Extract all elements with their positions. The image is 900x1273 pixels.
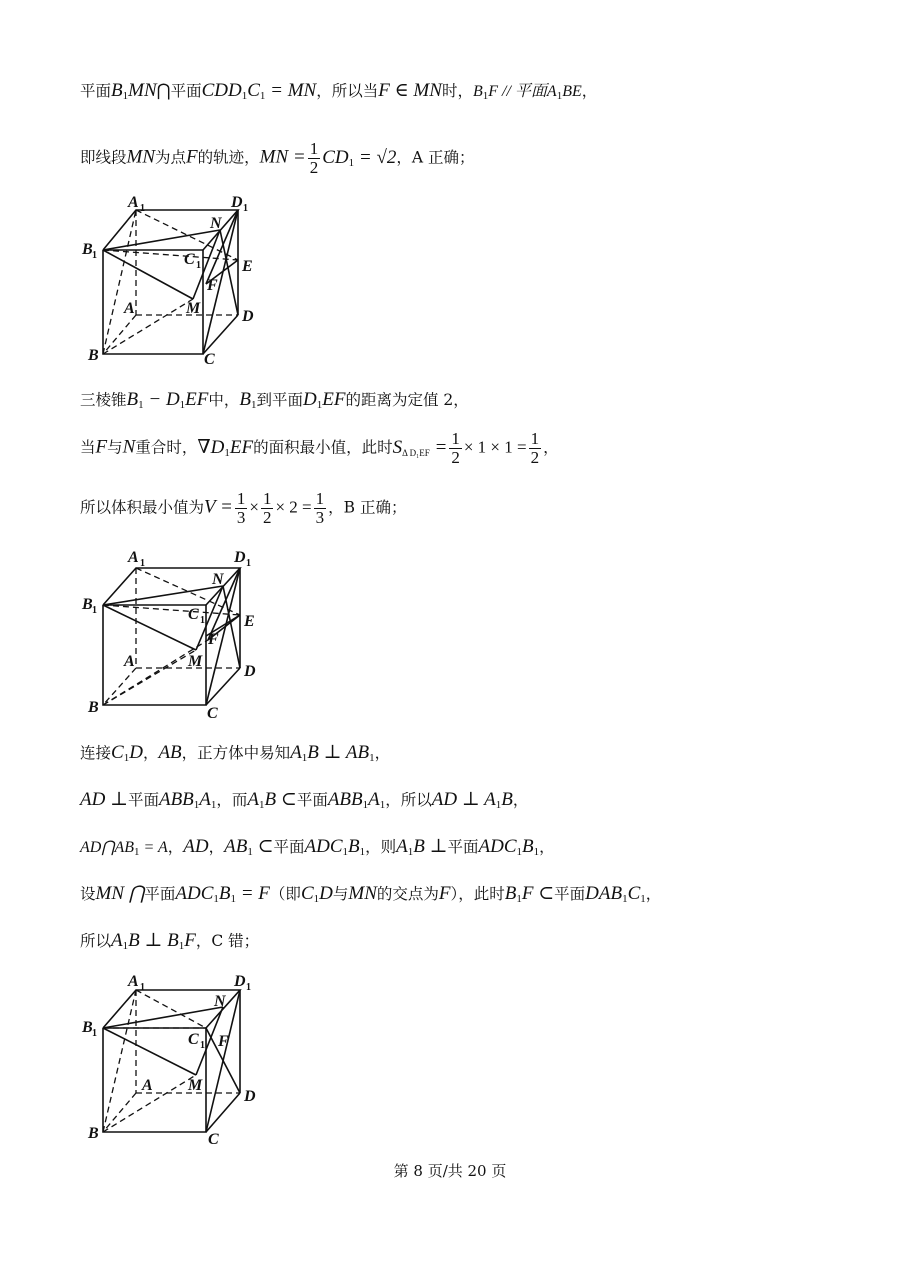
cube-figure-2 [78,540,278,720]
vertex-labels [81,194,254,368]
text-line-10: 所以$A_1B$ ⊥ $B_1F$，C 错； [80,930,260,952]
svg-text:E: E [242,258,253,275]
svg-text:C: C [207,705,218,720]
svg-text:C: C [208,1131,219,1148]
cube-edges [103,990,240,1132]
svg-text:1: 1 [140,982,145,993]
svg-text:A: A [128,549,139,566]
svg-text:M: M [188,1077,203,1094]
cube-figure-1 [78,192,278,372]
svg-text:D: D [242,308,254,325]
svg-text:B: B [88,699,99,716]
svg-text:A: A [128,194,139,211]
svg-text:D: D [231,194,243,211]
text-line-1: 平面$B_1MN⋂$平面$CDD_1C_1$ = MN，所以当F ∈ MN时，$B_1F$ // 平面$A_1BE$， [80,80,598,102]
svg-text:M: M [186,300,201,317]
svg-text:A: A [128,973,139,990]
svg-text:1: 1 [196,260,201,271]
cube-figure-3 [78,970,278,1150]
svg-text:1: 1 [92,1028,97,1039]
svg-text:1: 1 [92,605,97,616]
svg-text:1: 1 [200,615,205,626]
svg-text:N: N [210,215,222,232]
svg-text:A: A [124,653,135,670]
svg-text:D: D [234,973,246,990]
svg-text:1: 1 [140,558,145,569]
svg-text:N: N [214,993,226,1010]
svg-text:1: 1 [92,250,97,261]
text-line-9: 设MN ⋂平面$ADC_1B_1 = F$（即$C_1D$与MN的交点为F），此时$B_1F$ ⊂平面$DAB_1C_1$， [80,883,662,905]
svg-text:A: A [124,300,135,317]
svg-text:C: C [188,1031,199,1048]
svg-text:D: D [234,549,246,566]
text-line-5: 所以体积最小值为V = $\frac{1}{3}$ × $\frac{1}{2}$ × 2 = $\frac{1}{3}$ ，B 正确； [80,489,407,527]
svg-text:1: 1 [140,203,145,214]
svg-text:B: B [88,1125,99,1142]
construction-lines [103,568,240,705]
svg-text:B: B [82,241,93,258]
text-line-6: 连接$C_1D$，AB，正方体中易知$A_1B$ ⊥ $AB_1$， [80,742,391,764]
text-line-7: AD ⊥平面$ABB_1A_1$，而$A_1B$ ⊂平面$ABB_1A_1$，所以AD ⊥ $A_1B$， [80,789,529,811]
svg-text:F: F [207,277,218,294]
text-line-2: 即线段MN为点F的轨迹，MN = $\frac{1}{2}$ $CD_1 = √2$，A 正确； [80,139,475,177]
svg-text:D: D [244,1088,256,1105]
vertex-labels [81,549,256,720]
svg-text:N: N [212,571,224,588]
svg-text:C: C [204,351,215,368]
svg-text:B: B [88,347,99,364]
svg-text:F: F [218,1033,229,1050]
text-line-8: $AD⋂AB_1 = A$，AD，$AB_1$ ⊂平面$ADC_1B_1$，则$A_1B$ ⊥平面$ADC_1B_1$， [80,836,555,858]
svg-text:1: 1 [246,982,251,993]
construction-lines [103,990,240,1132]
svg-text:D: D [244,663,256,680]
text-line-3: 三棱锥$B_1 - D_1EF$中，$B_1$到平面$D_1EF$的距离为定值 2， [80,389,469,411]
svg-text:C: C [184,251,195,268]
svg-text:F: F [208,631,219,648]
svg-text:1: 1 [246,558,251,569]
page-footer: 第 8 页/共 20 页 [393,1162,507,1180]
svg-text:A: A [142,1077,153,1094]
svg-text:E: E [244,613,255,630]
svg-text:B: B [82,1019,93,1036]
svg-text:1: 1 [243,203,248,214]
svg-text:M: M [188,653,203,670]
svg-text:B: B [82,596,93,613]
svg-text:C: C [188,606,199,623]
svg-text:1: 1 [200,1040,205,1051]
text-line-4: 当F与N重合时，$\nabla D_1EF$的面积最小值，此时$S_{\Delta D_1EF}$ = $\frac{1}{2}$ × 1 × 1 = $\frac{1}{2}$ ， [80,429,559,467]
cube-edges [103,568,240,705]
